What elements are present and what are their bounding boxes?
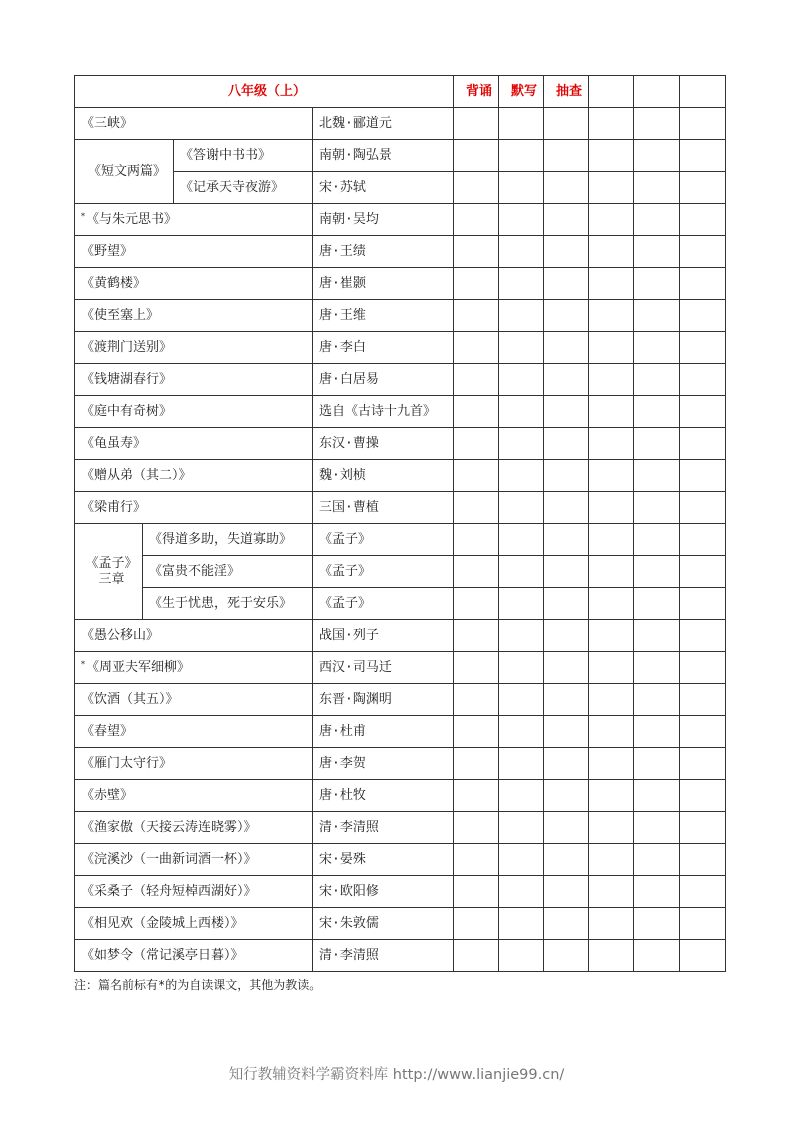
check-cell-recite — [454, 460, 499, 492]
poem-title: 《龟虽寿》 — [81, 435, 147, 451]
check-cell-spot-check — [544, 844, 589, 876]
check-cell-dictation — [499, 460, 544, 492]
poem-title: 《赠从弟（其二）》 — [81, 467, 192, 483]
blank-cell — [634, 236, 680, 268]
blank-cell — [589, 620, 634, 652]
col-header-spot-check: 抽查 — [544, 76, 589, 108]
check-cell-recite — [454, 108, 499, 140]
table-row — [75, 940, 726, 972]
check-cell-spot-check — [544, 204, 589, 236]
check-cell-recite — [454, 940, 499, 972]
poem-title-cell — [143, 556, 313, 588]
blank-cell — [680, 716, 726, 748]
poem-title: 《记承天寺夜游》 — [180, 179, 285, 195]
check-cell-dictation — [499, 364, 544, 396]
poem-title: 《庭中有奇树》 — [81, 403, 173, 419]
blank-cell — [589, 428, 634, 460]
poem-title-cell — [174, 172, 313, 204]
blank-cell — [589, 652, 634, 684]
poem-title: 《使至塞上》 — [81, 307, 160, 323]
check-cell-dictation — [499, 812, 544, 844]
poem-title: 《与朱元思书》 — [86, 211, 178, 227]
blank-cell — [634, 940, 680, 972]
author-cell: 宋·晏殊 — [313, 844, 454, 876]
blank-cell — [680, 300, 726, 332]
blank-cell — [589, 76, 634, 108]
blank-cell — [634, 684, 680, 716]
poem-title: 《野望》 — [81, 243, 134, 259]
check-cell-recite — [454, 652, 499, 684]
poem-title-cell — [75, 460, 313, 492]
check-cell-dictation — [499, 716, 544, 748]
group-title-line: 《孟子》 — [85, 555, 138, 571]
blank-cell — [589, 812, 634, 844]
blank-cell — [634, 396, 680, 428]
blank-cell — [589, 716, 634, 748]
blank-cell — [634, 492, 680, 524]
table-row — [75, 364, 726, 396]
poem-title-cell — [75, 620, 313, 652]
blank-cell — [680, 268, 726, 300]
group-title-cell — [75, 524, 143, 620]
check-cell-recite — [454, 364, 499, 396]
poem-title-cell — [75, 204, 313, 236]
check-cell-spot-check — [544, 140, 589, 172]
poem-title: 《采桑子（轻舟短棹西湖好）》 — [81, 883, 257, 899]
blank-cell — [680, 556, 726, 588]
author-cell: 唐·李白 — [313, 332, 454, 364]
blank-cell — [680, 396, 726, 428]
blank-cell — [680, 364, 726, 396]
blank-cell — [634, 588, 680, 620]
poem-title-cell — [75, 940, 313, 972]
table-row — [75, 652, 726, 684]
blank-cell — [589, 684, 634, 716]
check-cell-dictation — [499, 492, 544, 524]
blank-cell — [589, 780, 634, 812]
table-row — [75, 108, 726, 140]
check-cell-dictation — [499, 620, 544, 652]
check-cell-recite — [454, 812, 499, 844]
table-body — [75, 76, 726, 972]
check-cell-recite — [454, 172, 499, 204]
group-title-cell: 《短文两篇》 — [75, 140, 174, 204]
poem-title: 《浣溪沙（一曲新词酒一杯）》 — [81, 851, 257, 867]
blank-cell — [589, 588, 634, 620]
check-cell-spot-check — [544, 812, 589, 844]
group-title-line: 三章 — [98, 571, 125, 587]
check-cell-spot-check — [544, 652, 589, 684]
blank-cell — [634, 620, 680, 652]
blank-cell — [680, 492, 726, 524]
table-row — [75, 620, 726, 652]
poem-title: 《黄鹤楼》 — [81, 275, 147, 291]
blank-cell — [680, 108, 726, 140]
blank-cell — [589, 268, 634, 300]
author-cell: 清·李清照 — [313, 812, 454, 844]
author-cell: 《孟子》 — [313, 556, 454, 588]
author-cell: 东汉·曹操 — [313, 428, 454, 460]
poem-title: 《饮酒（其五）》 — [81, 691, 179, 707]
blank-cell — [680, 652, 726, 684]
author-cell: 宋·苏轼 — [313, 172, 454, 204]
author-cell: 唐·杜牧 — [313, 780, 454, 812]
poem-title: 《相见欢（金陵城上西楼）》 — [81, 915, 244, 931]
blank-cell — [680, 332, 726, 364]
blank-cell — [634, 204, 680, 236]
poem-title-cell — [75, 652, 313, 684]
blank-cell — [589, 396, 634, 428]
table-row — [75, 876, 726, 908]
poem-title-cell — [75, 108, 313, 140]
table-row — [75, 204, 726, 236]
check-cell-dictation — [499, 428, 544, 460]
author-cell: 东晋·陶渊明 — [313, 684, 454, 716]
blank-cell — [680, 812, 726, 844]
author-cell: 《孟子》 — [313, 524, 454, 556]
blank-cell — [680, 140, 726, 172]
check-cell-dictation — [499, 108, 544, 140]
poem-title-cell — [75, 780, 313, 812]
page-footer-watermark: 知行教辅资料学霸资料库 http://www.lianjie99.cn/ — [228, 1067, 565, 1083]
blank-cell — [634, 556, 680, 588]
blank-cell — [680, 620, 726, 652]
check-cell-recite — [454, 396, 499, 428]
check-cell-spot-check — [544, 780, 589, 812]
table-row — [75, 236, 726, 268]
footnote: 注：篇名前标有*的为自读课文，其他为教读。 — [74, 978, 322, 992]
table-row — [75, 556, 726, 588]
check-cell-spot-check — [544, 876, 589, 908]
blank-cell — [680, 748, 726, 780]
poem-title: 《得道多助，失道寡助》 — [149, 531, 293, 547]
table-row — [75, 588, 726, 620]
check-cell-spot-check — [544, 748, 589, 780]
poem-title-cell — [143, 524, 313, 556]
table-row — [75, 812, 726, 844]
check-cell-spot-check — [544, 172, 589, 204]
blank-cell — [589, 748, 634, 780]
check-cell-dictation — [499, 396, 544, 428]
blank-cell — [634, 108, 680, 140]
check-cell-spot-check — [544, 332, 589, 364]
check-cell-recite — [454, 844, 499, 876]
check-cell-dictation — [499, 908, 544, 940]
blank-cell — [589, 940, 634, 972]
author-cell: 唐·白居易 — [313, 364, 454, 396]
author-cell: 西汉·司马迁 — [313, 652, 454, 684]
check-cell-spot-check — [544, 620, 589, 652]
blank-cell — [634, 844, 680, 876]
blank-cell — [589, 844, 634, 876]
author-cell: 战国·列子 — [313, 620, 454, 652]
blank-cell — [634, 652, 680, 684]
author-cell: 南朝·吴均 — [313, 204, 454, 236]
check-cell-dictation — [499, 876, 544, 908]
check-cell-recite — [454, 204, 499, 236]
blank-cell — [680, 780, 726, 812]
table-row — [75, 716, 726, 748]
check-cell-dictation — [499, 524, 544, 556]
blank-cell — [680, 684, 726, 716]
author-cell: 魏·刘桢 — [313, 460, 454, 492]
grade-title: 八年级（上） — [75, 76, 454, 108]
blank-cell — [680, 908, 726, 940]
author-cell: 选自《古诗十九首》 — [313, 396, 454, 428]
blank-cell — [680, 460, 726, 492]
poem-title: 《三峡》 — [81, 115, 134, 131]
author-cell: 唐·王维 — [313, 300, 454, 332]
check-cell-recite — [454, 268, 499, 300]
table-header-row — [75, 76, 726, 108]
blank-cell — [634, 524, 680, 556]
poem-title: 《梁甫行》 — [81, 499, 147, 515]
blank-cell — [634, 364, 680, 396]
blank-cell — [589, 108, 634, 140]
col-header-recite: 背诵 — [454, 76, 499, 108]
poem-title-cell — [75, 716, 313, 748]
author-cell: 唐·王绩 — [313, 236, 454, 268]
author-cell: 《孟子》 — [313, 588, 454, 620]
check-cell-dictation — [499, 556, 544, 588]
blank-cell — [680, 236, 726, 268]
blank-cell — [634, 876, 680, 908]
table-row — [75, 684, 726, 716]
table-row — [75, 908, 726, 940]
author-cell: 宋·欧阳修 — [313, 876, 454, 908]
blank-cell — [589, 556, 634, 588]
blank-cell — [589, 172, 634, 204]
poem-title-cell — [75, 492, 313, 524]
check-cell-dictation — [499, 844, 544, 876]
table-row — [75, 332, 726, 364]
blank-cell — [589, 364, 634, 396]
table-row — [75, 844, 726, 876]
table-row — [75, 268, 726, 300]
author-cell: 南朝·陶弘景 — [313, 140, 454, 172]
check-cell-recite — [454, 780, 499, 812]
poem-title: 《周亚夫军细柳》 — [86, 659, 191, 675]
author-cell: 唐·崔颢 — [313, 268, 454, 300]
blank-cell — [589, 492, 634, 524]
blank-cell — [589, 332, 634, 364]
poem-title: 《生于忧患，死于安乐》 — [149, 595, 293, 611]
check-cell-recite — [454, 300, 499, 332]
check-cell-recite — [454, 236, 499, 268]
table-row — [75, 140, 726, 172]
check-cell-spot-check — [544, 396, 589, 428]
check-cell-recite — [454, 748, 499, 780]
blank-cell — [589, 300, 634, 332]
blank-cell — [634, 76, 680, 108]
check-cell-dictation — [499, 588, 544, 620]
blank-cell — [589, 876, 634, 908]
blank-cell — [680, 588, 726, 620]
poem-title: 《赤壁》 — [81, 787, 134, 803]
check-cell-dictation — [499, 684, 544, 716]
poem-title: 《渔家傲（天接云涛连晓雾）》 — [81, 819, 257, 835]
check-cell-spot-check — [544, 460, 589, 492]
blank-cell — [680, 524, 726, 556]
blank-cell — [634, 908, 680, 940]
blank-cell — [680, 172, 726, 204]
check-cell-spot-check — [544, 268, 589, 300]
check-cell-spot-check — [544, 940, 589, 972]
poem-title: 《愚公移山》 — [81, 627, 160, 643]
blank-cell — [634, 748, 680, 780]
check-cell-dictation — [499, 140, 544, 172]
blank-cell — [634, 812, 680, 844]
poem-title-cell — [75, 908, 313, 940]
blank-cell — [680, 76, 726, 108]
col-header-dictation: 默写 — [499, 76, 544, 108]
table-row — [75, 748, 726, 780]
check-cell-recite — [454, 492, 499, 524]
blank-cell — [634, 428, 680, 460]
check-cell-dictation — [499, 268, 544, 300]
check-cell-recite — [454, 684, 499, 716]
check-cell-spot-check — [544, 588, 589, 620]
check-cell-spot-check — [544, 428, 589, 460]
author-cell: 唐·李贺 — [313, 748, 454, 780]
check-cell-dictation — [499, 748, 544, 780]
check-cell-recite — [454, 588, 499, 620]
check-cell-dictation — [499, 300, 544, 332]
check-cell-recite — [454, 620, 499, 652]
table-row — [75, 396, 726, 428]
blank-cell — [634, 460, 680, 492]
check-cell-recite — [454, 332, 499, 364]
poem-title-cell — [143, 588, 313, 620]
table-row — [75, 780, 726, 812]
blank-cell — [589, 908, 634, 940]
check-cell-recite — [454, 524, 499, 556]
table-row — [75, 428, 726, 460]
check-cell-dictation — [499, 204, 544, 236]
self-study-star: * — [81, 659, 85, 669]
blank-cell — [589, 460, 634, 492]
blank-cell — [634, 140, 680, 172]
check-cell-spot-check — [544, 300, 589, 332]
check-cell-dictation — [499, 172, 544, 204]
check-cell-recite — [454, 140, 499, 172]
blank-cell — [634, 780, 680, 812]
table-row — [75, 300, 726, 332]
author-cell: 唐·杜甫 — [313, 716, 454, 748]
blank-cell — [589, 140, 634, 172]
poem-title-cell — [174, 140, 313, 172]
blank-cell — [680, 204, 726, 236]
blank-cell — [634, 172, 680, 204]
poem-title-cell — [75, 332, 313, 364]
poem-title: 《春望》 — [81, 723, 134, 739]
poem-title-cell — [75, 876, 313, 908]
blank-cell — [634, 300, 680, 332]
check-cell-dictation — [499, 780, 544, 812]
poem-title-cell — [75, 684, 313, 716]
author-cell: 三国·曹植 — [313, 492, 454, 524]
blank-cell — [589, 524, 634, 556]
poem-title: 《渡荆门送别》 — [81, 339, 173, 355]
blank-cell — [680, 940, 726, 972]
poem-title-cell — [75, 236, 313, 268]
poem-title-cell — [75, 300, 313, 332]
blank-cell — [680, 428, 726, 460]
poem-title-cell — [75, 396, 313, 428]
check-cell-recite — [454, 908, 499, 940]
blank-cell — [589, 204, 634, 236]
poem-title: 《答谢中书书》 — [180, 147, 272, 163]
poem-title: 《钱塘湖春行》 — [81, 371, 173, 387]
check-cell-spot-check — [544, 684, 589, 716]
check-cell-dictation — [499, 652, 544, 684]
poem-title-cell — [75, 844, 313, 876]
table-row — [75, 460, 726, 492]
author-cell: 清·李清照 — [313, 940, 454, 972]
author-cell: 宋·朱敦儒 — [313, 908, 454, 940]
blank-cell — [680, 844, 726, 876]
poem-title-cell — [75, 428, 313, 460]
poem-title: 《如梦令（常记溪亭日暮）》 — [81, 947, 244, 963]
check-cell-spot-check — [544, 108, 589, 140]
author-cell: 北魏·郦道元 — [313, 108, 454, 140]
check-cell-dictation — [499, 332, 544, 364]
check-cell-recite — [454, 716, 499, 748]
self-study-star: * — [81, 211, 85, 221]
blank-cell — [680, 876, 726, 908]
poem-title-cell — [75, 364, 313, 396]
check-cell-recite — [454, 428, 499, 460]
check-cell-spot-check — [544, 908, 589, 940]
table-row — [75, 492, 726, 524]
poem-title-cell — [75, 748, 313, 780]
poem-title-cell — [75, 812, 313, 844]
blank-cell — [634, 332, 680, 364]
recitation-checklist-table — [74, 75, 726, 972]
check-cell-spot-check — [544, 716, 589, 748]
blank-cell — [634, 268, 680, 300]
poem-title-cell — [75, 268, 313, 300]
check-cell-spot-check — [544, 236, 589, 268]
check-cell-recite — [454, 556, 499, 588]
poem-title: 《富贵不能淫》 — [149, 563, 241, 579]
poem-title: 《雁门太守行》 — [81, 755, 173, 771]
check-cell-spot-check — [544, 364, 589, 396]
blank-cell — [589, 236, 634, 268]
check-cell-spot-check — [544, 492, 589, 524]
blank-cell — [634, 716, 680, 748]
check-cell-spot-check — [544, 524, 589, 556]
check-cell-recite — [454, 876, 499, 908]
table-row — [75, 524, 726, 556]
check-cell-dictation — [499, 236, 544, 268]
check-cell-spot-check — [544, 556, 589, 588]
check-cell-dictation — [499, 940, 544, 972]
